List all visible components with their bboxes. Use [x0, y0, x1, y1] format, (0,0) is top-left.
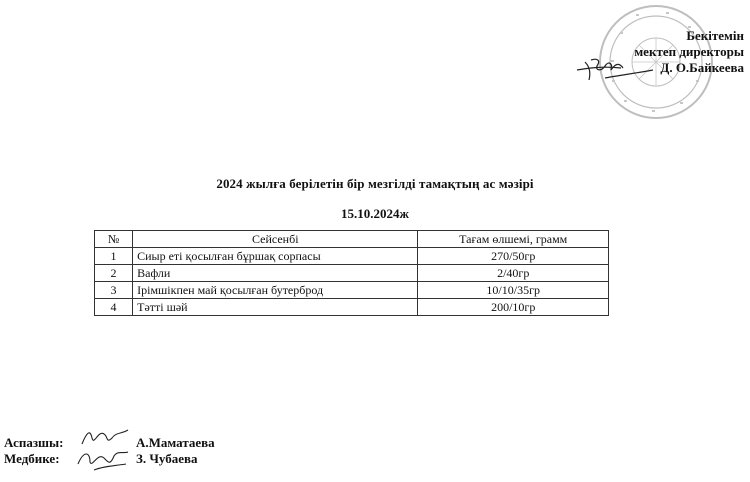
dish-name: Тәтті шәй [133, 299, 418, 316]
approval-position: мектеп директоры [634, 44, 744, 59]
nurse-role: Медбике: [4, 451, 60, 466]
row-number: 3 [95, 282, 133, 299]
document-date: 15.10.2024ж [341, 206, 409, 221]
row-number: 4 [95, 299, 133, 316]
table-row [95, 282, 609, 299]
row-number: 1 [95, 248, 133, 265]
column-header-day: Сейсенбі [133, 231, 418, 248]
table-row [95, 265, 609, 282]
portion-size: 2/40гр [418, 265, 609, 282]
cook-name: А.Маматаева [136, 435, 215, 450]
table-header-row [95, 231, 609, 248]
dish-name: Вафли [133, 265, 418, 282]
dish-name: Ірімшікпен май қосылған бутерброд [133, 282, 418, 299]
table-row [95, 248, 609, 265]
document-title: 2024 жылға берілетін бір мезгілді тамақтың ас мәзірі [216, 176, 534, 191]
column-header-portion: Тағам өлшемі, грамм [418, 231, 609, 248]
portion-size: 10/10/35гр [418, 282, 609, 299]
nurse-name: З. Чубаева [136, 451, 198, 466]
portion-size: 270/50гр [418, 248, 609, 265]
portion-size: 200/10гр [418, 299, 609, 316]
director-signature [575, 48, 655, 88]
menu-table [94, 230, 609, 316]
dish-name: Сиыр еті қосылған бұршақ сорпасы [133, 248, 418, 265]
approval-director-name: Д. О.Байкеева [660, 60, 744, 75]
cook-role: Аспазшы: [4, 435, 64, 450]
row-number: 2 [95, 265, 133, 282]
table-row [95, 299, 609, 316]
approval-title: Бекітемін [686, 28, 744, 43]
column-header-number: № [95, 231, 133, 248]
nurse-signature [74, 444, 132, 474]
